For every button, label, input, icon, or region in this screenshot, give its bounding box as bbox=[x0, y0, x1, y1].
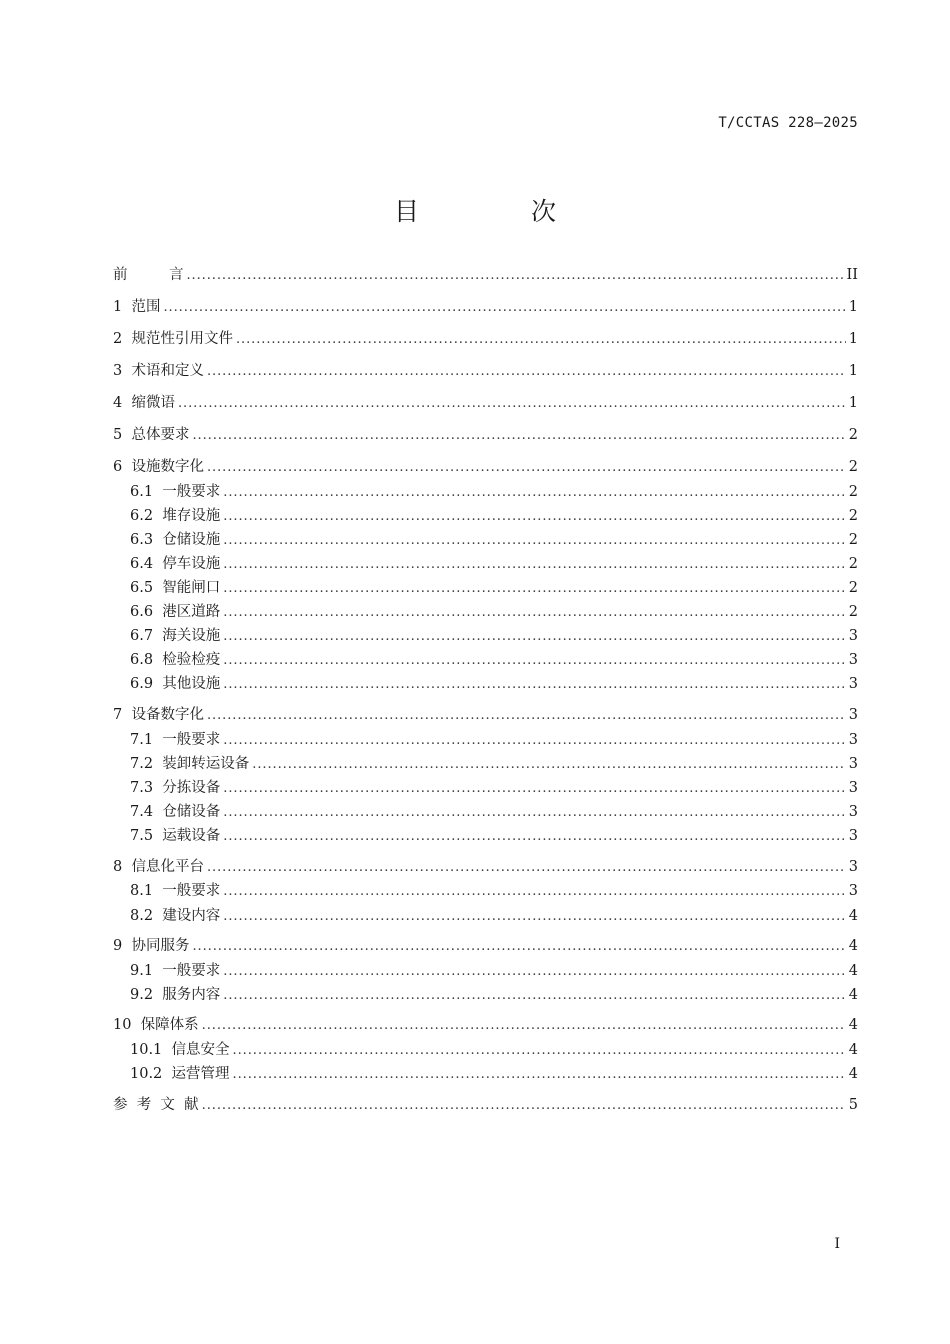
toc-entry[interactable] bbox=[130, 552, 858, 574]
toc-entry[interactable] bbox=[113, 327, 858, 349]
toc-entry-page: 2 bbox=[848, 532, 858, 548]
toc-entry[interactable] bbox=[113, 391, 858, 413]
toc-entry-label: 8 信息化平台 bbox=[113, 859, 204, 875]
toc-entry-page: 2 bbox=[848, 459, 858, 475]
toc-entry-page: 2 bbox=[848, 604, 858, 620]
toc-dot-leader bbox=[223, 509, 845, 524]
toc-entry-page: 1 bbox=[848, 363, 858, 379]
toc-dot-leader bbox=[223, 909, 845, 924]
toc-entry[interactable] bbox=[130, 528, 858, 550]
toc-dot-leader bbox=[207, 460, 846, 475]
toc-entry-label: 2 规范性引用文件 bbox=[113, 331, 233, 347]
toc-entry[interactable] bbox=[130, 480, 858, 502]
toc-entry-label: 8.1 一般要求 bbox=[130, 883, 221, 899]
toc-dot-leader bbox=[223, 884, 845, 899]
toc-dot-leader bbox=[223, 557, 845, 572]
toc-entry[interactable] bbox=[113, 263, 858, 285]
toc-entry-label: 7.4 仓储设备 bbox=[130, 804, 221, 820]
toc-entry[interactable] bbox=[130, 728, 858, 750]
toc-dot-leader bbox=[223, 733, 845, 748]
toc-dot-leader bbox=[207, 708, 846, 723]
toc-entry-label: 1 范围 bbox=[113, 299, 161, 315]
toc-entry-label: 9.2 服务内容 bbox=[130, 987, 221, 1003]
toc-entry-label: 7.5 运载设备 bbox=[130, 828, 221, 844]
toc-entry-page: 3 bbox=[848, 652, 858, 668]
toc-dot-leader bbox=[223, 485, 845, 500]
toc-entry[interactable] bbox=[130, 600, 858, 622]
toc-title: 目 次 bbox=[394, 197, 608, 226]
toc-entry-page: 3 bbox=[848, 804, 858, 820]
toc-dot-leader bbox=[223, 988, 845, 1003]
toc-entry[interactable] bbox=[130, 983, 858, 1005]
toc-dot-leader bbox=[252, 757, 845, 772]
toc-dot-leader bbox=[202, 1098, 846, 1113]
toc-entry[interactable] bbox=[113, 1093, 858, 1115]
toc-entry[interactable] bbox=[130, 959, 858, 981]
toc-dot-leader bbox=[223, 533, 845, 548]
toc-dot-leader bbox=[207, 860, 846, 875]
toc-dot-leader bbox=[223, 629, 845, 644]
toc-dot-leader bbox=[207, 364, 846, 379]
toc-dot-leader bbox=[223, 781, 845, 796]
toc-entry-label: 10.1 信息安全 bbox=[130, 1042, 230, 1058]
toc-entry-page: II bbox=[846, 267, 858, 283]
toc-dot-leader bbox=[233, 1043, 846, 1058]
toc-entry-label: 7 设备数字化 bbox=[113, 707, 204, 723]
toc-dot-leader bbox=[223, 805, 845, 820]
toc-dot-leader bbox=[223, 653, 845, 668]
toc-entry-label: 前 言 bbox=[113, 267, 184, 283]
toc-entry[interactable] bbox=[130, 504, 858, 526]
toc-entry-page: 4 bbox=[848, 1066, 858, 1082]
document-code: T/CCTAS 228—2025 bbox=[718, 115, 858, 131]
toc-dot-leader bbox=[192, 939, 845, 954]
toc-entry-label: 6 设施数字化 bbox=[113, 459, 204, 475]
toc-entry-page: 2 bbox=[848, 508, 858, 524]
toc-entry[interactable] bbox=[113, 295, 858, 317]
toc-dot-leader bbox=[233, 1067, 846, 1082]
toc-entry[interactable] bbox=[113, 855, 858, 877]
toc-entry-page: 4 bbox=[848, 987, 858, 1003]
toc-entry-label: 参 考 文 献 bbox=[113, 1097, 199, 1113]
toc-entry-label: 4 缩微语 bbox=[113, 395, 175, 411]
toc-entry-page: 3 bbox=[848, 828, 858, 844]
toc-entry-label: 6.5 智能闸口 bbox=[130, 580, 221, 596]
toc-entry-page: 4 bbox=[848, 1042, 858, 1058]
toc-dot-leader bbox=[223, 605, 845, 620]
toc-entry-label: 9.1 一般要求 bbox=[130, 963, 221, 979]
page-number: I bbox=[834, 1236, 840, 1252]
toc-dot-leader bbox=[223, 581, 845, 596]
toc-entry[interactable] bbox=[130, 576, 858, 598]
toc-entry-label: 6.4 停车设施 bbox=[130, 556, 221, 572]
toc-entry-label: 9 协同服务 bbox=[113, 938, 190, 954]
toc-entry-page: 2 bbox=[848, 556, 858, 572]
toc-entry[interactable] bbox=[130, 776, 858, 798]
toc-entry-label: 6.8 检验检疫 bbox=[130, 652, 221, 668]
toc-entry-label: 6.2 堆存设施 bbox=[130, 508, 221, 524]
toc-dot-leader bbox=[163, 300, 845, 315]
toc-entry-label: 6.3 仓储设施 bbox=[130, 532, 221, 548]
toc-entry[interactable] bbox=[130, 672, 858, 694]
toc-entry-page: 1 bbox=[848, 395, 858, 411]
toc-entry-page: 3 bbox=[848, 732, 858, 748]
toc-entry-page: 4 bbox=[848, 1017, 858, 1033]
toc-entry[interactable] bbox=[113, 703, 858, 725]
toc-entry-label: 7.2 装卸转运设备 bbox=[130, 756, 250, 772]
toc-dot-leader bbox=[202, 1018, 846, 1033]
toc-entry[interactable] bbox=[130, 879, 858, 901]
toc-entry-label: 6.9 其他设施 bbox=[130, 676, 221, 692]
toc-entry[interactable] bbox=[113, 1013, 858, 1035]
toc-entry-page: 3 bbox=[848, 676, 858, 692]
toc-entry[interactable] bbox=[130, 800, 858, 822]
toc-entry-label: 6.1 一般要求 bbox=[130, 484, 221, 500]
toc-entry[interactable] bbox=[113, 455, 858, 477]
toc-entry-page: 3 bbox=[848, 859, 858, 875]
toc-entry-page: 3 bbox=[848, 628, 858, 644]
toc-entry-page: 5 bbox=[848, 1097, 858, 1113]
toc-entry-page: 3 bbox=[848, 883, 858, 899]
toc-entry-page: 2 bbox=[848, 484, 858, 500]
toc-entry-label: 5 总体要求 bbox=[113, 427, 190, 443]
toc-entry[interactable] bbox=[113, 934, 858, 956]
toc-entry-page: 3 bbox=[848, 780, 858, 796]
toc-entry-label: 8.2 建设内容 bbox=[130, 908, 221, 924]
toc-entry-label: 6.6 港区道路 bbox=[130, 604, 221, 620]
toc-entry-page: 4 bbox=[848, 963, 858, 979]
toc-entry-label: 3 术语和定义 bbox=[113, 363, 204, 379]
toc-entry-page: 1 bbox=[848, 331, 858, 347]
toc-dot-leader bbox=[223, 677, 845, 692]
toc-entry[interactable] bbox=[130, 752, 858, 774]
toc-entry[interactable] bbox=[130, 904, 858, 926]
toc-entry-page: 4 bbox=[848, 938, 858, 954]
toc-entry-page: 3 bbox=[848, 707, 858, 723]
toc-dot-leader bbox=[192, 428, 845, 443]
toc-entry-page: 4 bbox=[848, 908, 858, 924]
toc-entry-label: 10 保障体系 bbox=[113, 1017, 199, 1033]
toc-entry-label: 6.7 海关设施 bbox=[130, 628, 221, 644]
toc-entry[interactable] bbox=[113, 423, 858, 445]
toc-entry-page: 3 bbox=[848, 756, 858, 772]
toc-dot-leader bbox=[223, 829, 845, 844]
toc-entry[interactable] bbox=[130, 1038, 858, 1060]
toc-entry-page: 2 bbox=[848, 427, 858, 443]
toc-entry[interactable] bbox=[113, 359, 858, 381]
toc-dot-leader bbox=[178, 396, 846, 411]
toc-dot-leader bbox=[236, 332, 846, 347]
toc-entry[interactable] bbox=[130, 624, 858, 646]
toc-dot-leader bbox=[223, 964, 845, 979]
toc-dot-leader bbox=[186, 268, 843, 283]
toc-entry[interactable] bbox=[130, 1062, 858, 1084]
toc-entry-label: 7.1 一般要求 bbox=[130, 732, 221, 748]
toc-entry[interactable] bbox=[130, 824, 858, 846]
toc-entry[interactable] bbox=[130, 648, 858, 670]
toc-entry-label: 10.2 运营管理 bbox=[130, 1066, 230, 1082]
toc-entry-page: 2 bbox=[848, 580, 858, 596]
toc-entry-label: 7.3 分拣设备 bbox=[130, 780, 221, 796]
toc-entry-page: 1 bbox=[848, 299, 858, 315]
